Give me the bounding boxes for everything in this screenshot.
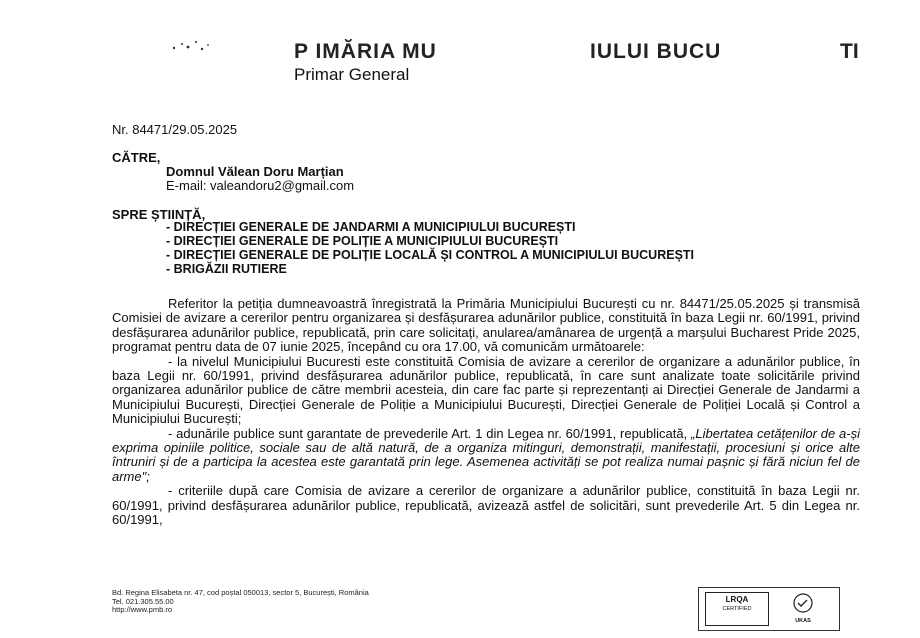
- cc-recipient: - DIRECȚIEI GENERALE DE JANDARMI A MUNICIPIULUI BUCUREȘTI: [166, 220, 576, 234]
- crown-check-icon: [775, 592, 831, 614]
- lrqa-sublabel: CERTIFIED: [722, 606, 752, 612]
- coat-of-arms-icon: [168, 36, 214, 60]
- to-label: CĂTRE,: [112, 150, 161, 165]
- body-paragraph: - criteriile după care Comisia de avizare a cererilor de organizare a adunărilor publice, constituită în baza Legii nr. 60/1991, privind desfășurarea adunărilor publice, republicată, avizează astfel de solicitări, sunt prevederile Art. 5 din Legea nr. 60/1991,: [112, 483, 860, 528]
- footer-contact: [112, 589, 369, 615]
- lrqa-badge: [705, 592, 769, 626]
- cc-recipient: - BRIGĂZII RUTIERE: [166, 262, 287, 276]
- letter-body: [112, 297, 860, 528]
- ukas-badge: [775, 592, 831, 624]
- institution-subtitle: Primar General: [294, 65, 410, 84]
- body-paragraph: - la nivelul Municipiului Bucuresti este constituită Comisia de avizare a cererilor de organizare a adunărilor publice, în baza Legii nr. 60/1991, privind desfășurarea adunărilor publice, republicată, în care sunt analizate toate solicitările privind organizarea adunărilor publice de către membrii acesteia, din care fac parte și reprezentanți ai Direcției Generale de Jandarmi a Municipiului București, Direcției Generale de Poliție a Municipiului București, Direcției Generale de Poliției Locală și Control a Municipiului București;: [112, 353, 860, 427]
- cc-label: SPRE ȘTIINȚĂ,: [112, 207, 206, 222]
- footer-phone: Tel. 021.305.55.00: [112, 596, 174, 606]
- certification-badges: [698, 587, 840, 631]
- footer-website[interactable]: http://www.pmb.ro: [112, 605, 173, 615]
- footer-address: Bd. Regina Elisabeta nr. 47, cod poștal 050013, sector 5, București, România: [112, 588, 369, 597]
- cc-recipient-list: [166, 220, 866, 276]
- recipient-email: E-mail: valeandoru2@gmail.com: [166, 178, 355, 193]
- body-paragraph: [112, 427, 860, 485]
- institution-name-part-3: TI: [840, 40, 859, 63]
- body-paragraph: Referitor la petiția dumneavoastră înregistrată la Primăria Municipiului București cu nr. 84471/25.05.2025 și transmisă Comisiei de avizare a cererilor pentru organizarea și desfășurarea adunărilor publice, constituită în baza Legii nr. 60/1991, privind desfășurarea adunărilor publice, republicată, prin care solicitați, anularea/amânarea de urgență a marșului Bucharest Pride 2025, programat pentru data de 07 iunie 2025, începând cu ora 17.00, vă comunicăm următoarele:: [112, 296, 860, 355]
- cc-recipient: - DIRECȚIEI GENERALE DE POLIȚIE LOCALĂ ȘI CONTROL A MUNICIPIULUI BUCUREȘTI: [166, 248, 695, 262]
- ukas-label: UKAS: [795, 618, 811, 624]
- institution-name-part-2: IULUI BUCU: [590, 40, 722, 63]
- cc-recipient: - DIRECȚIEI GENERALE DE POLIȚIE A MUNICIPIULUI BUCUREȘTI: [166, 234, 559, 248]
- registration-number: Nr. 84471/29.05.2025: [112, 122, 238, 137]
- recipient-name: Domnul Vălean Doru Marțian: [166, 164, 344, 179]
- law-quote: „Libertatea cetățenilor de a-și exprima opiniile politice, sociale sau de altă natură, de a organiza mitinguri, demonstrații, manifestații, procesiuni și orice alte întruniri și de a participa la acestea este garantată prin lege. Asemenea activități se pot realiza numai pașnic și fără niciun fel de arme";: [112, 425, 860, 484]
- lrqa-label: LRQA: [725, 595, 749, 604]
- paragraph-intro: - adunările publice sunt garantate de prevederile Art. 1 din Legea nr. 60/1991, republicată,: [168, 425, 688, 441]
- institution-name-part-1: P IMĂRIA MU: [294, 40, 437, 63]
